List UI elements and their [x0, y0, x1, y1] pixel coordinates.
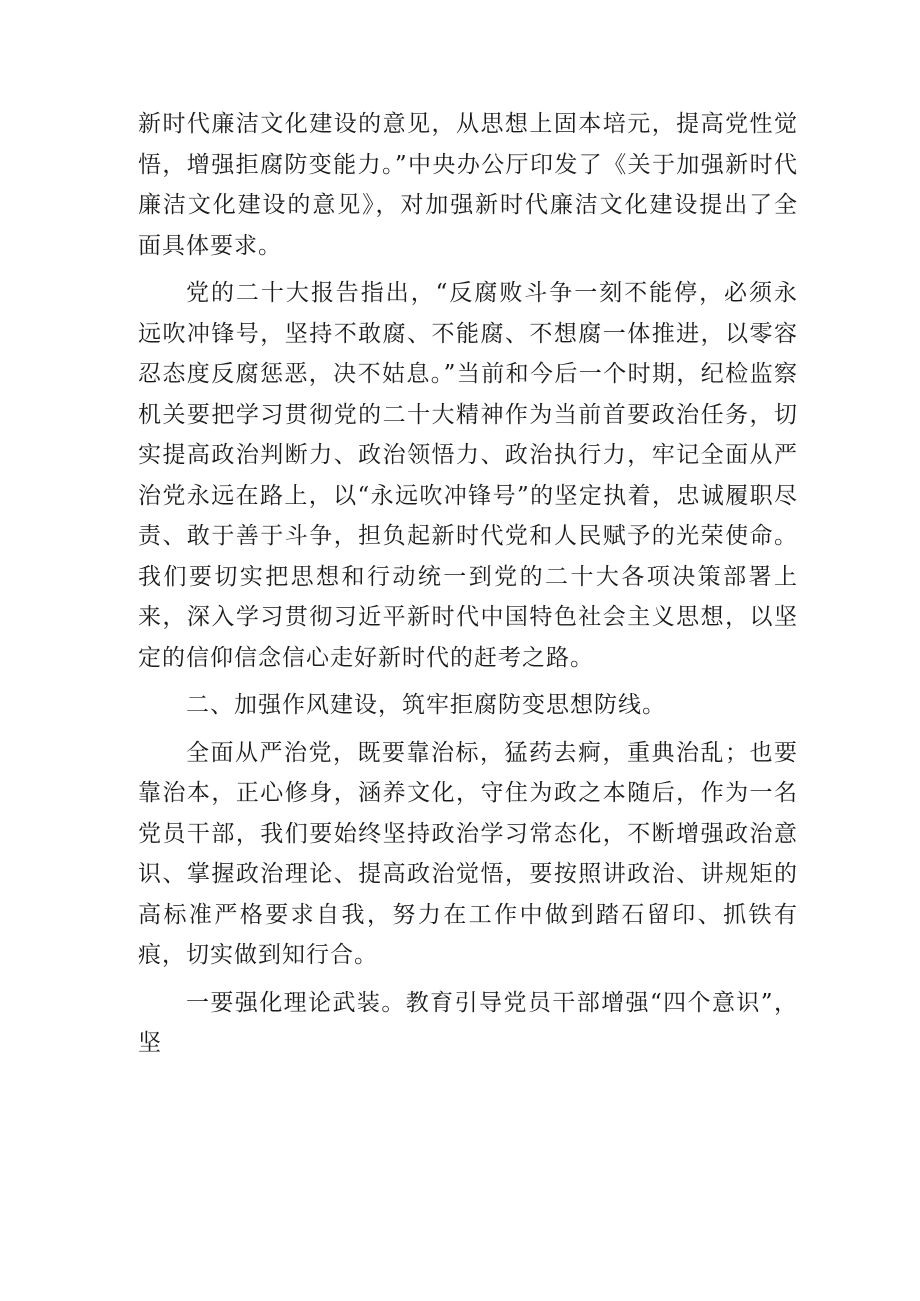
paragraph-twentieth-congress-report: 党的二十大报告指出，“反腐败斗争一刻不能停，必须永远吹冲锋号，坚持不敢腐、不能腐、不想腐一体推进，以零容忍态度反腐惩恶，决不姑息。”当前和今后一个时期，纪检监察机关要把学习贯彻党的二十大精神作为当前首要政治任务，切实提高政治判断力、政治领悟力、政治执行力，牢记全面从严治党永远在路上，以“永远吹冲锋号”的坚定执着，忠诚履职尽责、敢于善于斗争，担负起新时代党和人民赋予的光荣使命。我们要切实把思想和行动统一到党的二十大各项决策部署上来，深入学习贯彻习近平新时代中国特色社会主义思想，以坚定的信仰信念信心走好新时代的赶考之路。: [138, 280, 798, 671]
paragraph-strict-governance: 全面从严治党，既要靠治标，猛药去痾，重典治乱；也要靠治本，正心修身，涵养文化，守住为政之本随后，作为一名党员干部，我们要始终坚持政治学习常态化，不断增强政治意识、掌握政治理论、提高政治觉悟，要按照讲政治、讲规矩的高标准严格要求自我，努力在工作中做到踏石留印、抓铁有痕，切实做到知行合。: [138, 739, 798, 968]
document-body: [138, 104, 798, 1064]
paragraph-continuation: 新时代廉洁文化建设的意见，从思想上固本培元，提高党性觉悟，增强拒腐防变能力。”中央办公厅印发了《关于加强新时代廉洁文化建设的意见》，对加强新时代廉洁文化建设提出了全面具体要求。: [138, 111, 798, 259]
section-heading-work-style: 二、加强作风建设，筑牢拒腐防变思想防线。: [186, 692, 666, 718]
paragraph-theory-armament: 一要强化理论武装。教育引导党员干部增强“四个意识”，坚: [138, 989, 798, 1056]
